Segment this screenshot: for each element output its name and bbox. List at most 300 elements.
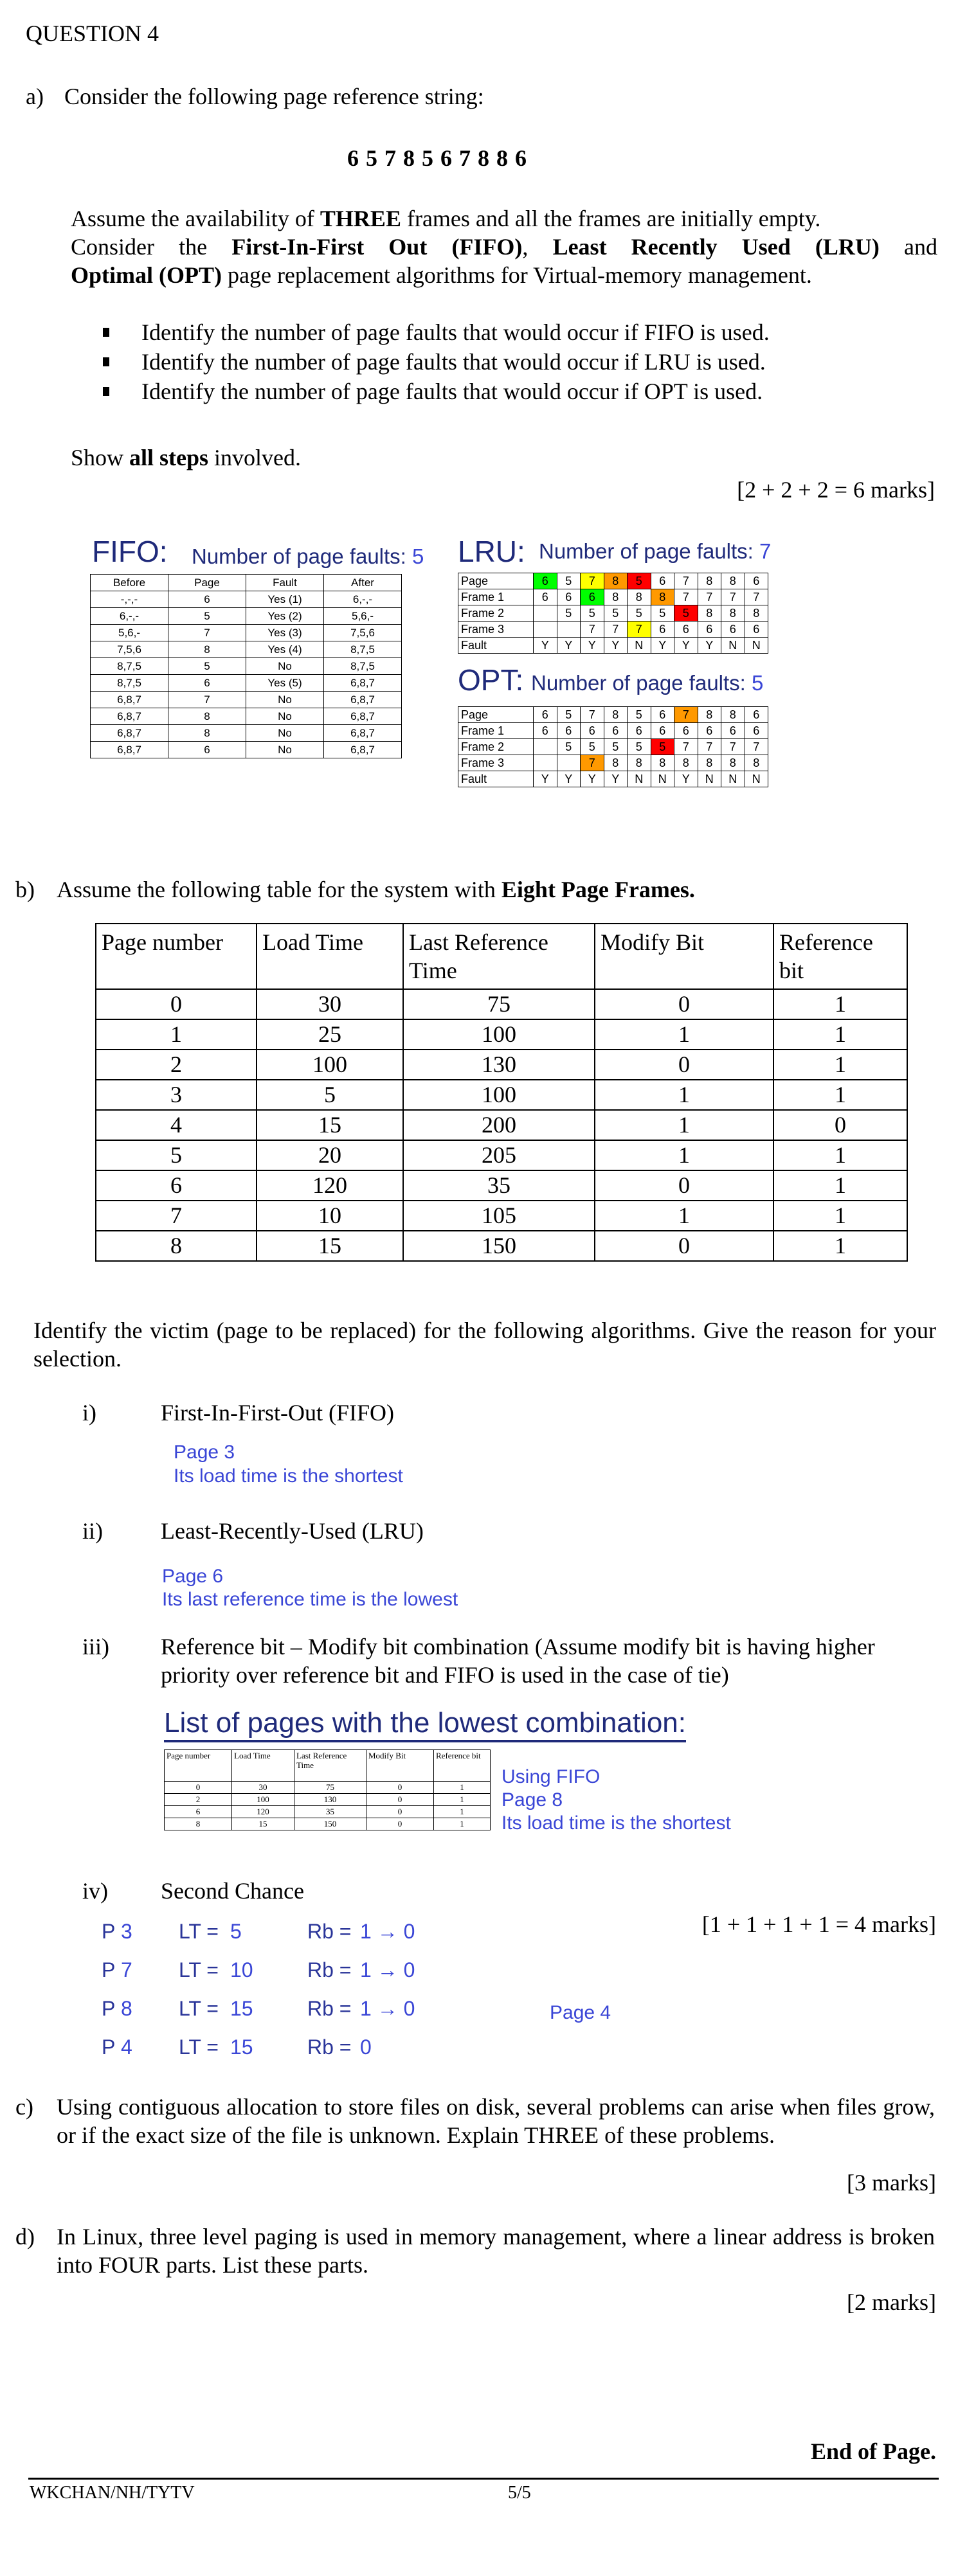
table-cell: 1	[773, 989, 907, 1019]
table-cell: 0	[595, 989, 773, 1019]
table-row	[91, 641, 402, 658]
item-iv-title: Second Chance	[161, 1878, 304, 1904]
grid-cell: 8	[604, 707, 628, 723]
step-p: P	[102, 1997, 116, 2020]
step-p: P	[102, 2035, 116, 2059]
grid-cell: 7	[581, 622, 604, 638]
table-cell: 7	[168, 692, 246, 708]
grid-cell: 8	[651, 755, 674, 771]
table-cell: 6,8,7	[324, 742, 402, 758]
table-cell: 35	[294, 1806, 366, 1818]
grid-cell: Y	[698, 638, 721, 654]
part-a-intro: Consider the following page reference string:	[64, 84, 484, 109]
grid-cell: Y	[604, 638, 628, 654]
table-cell: No	[246, 692, 324, 708]
para-bold-fifo: First-In-First Out (FIFO)	[231, 234, 523, 260]
grid-cell: 7	[581, 755, 604, 771]
step-page: 4	[121, 2035, 132, 2059]
second-chance-step	[102, 1957, 487, 1989]
table-row	[91, 625, 402, 641]
step-page: 3	[121, 1920, 132, 1943]
para-text: Assume the availability of	[71, 206, 320, 231]
grid-cell: Y	[651, 638, 674, 654]
table-cell: 130	[403, 1050, 595, 1080]
table-cell: 6,8,7	[324, 725, 402, 742]
table-row	[96, 1170, 907, 1201]
row-label: Frame 2	[458, 739, 534, 755]
faults-value: 5	[412, 544, 424, 568]
table-cell: 5	[168, 608, 246, 625]
second-chance-step	[102, 2034, 487, 2066]
table-cell: 7,5,6	[324, 625, 402, 641]
step-lt-label: LT =	[179, 1958, 219, 1981]
table-cell: 150	[294, 1818, 366, 1830]
grid-cell: N	[628, 771, 651, 787]
row-label: Fault	[458, 771, 534, 787]
step-rb: 1 → 0	[360, 1958, 415, 1981]
table-row	[96, 1050, 907, 1080]
col-header: Modify Bit	[595, 924, 773, 989]
fifo-table	[90, 574, 402, 758]
table-cell: No	[246, 708, 324, 725]
para-text: Consider the	[71, 234, 232, 260]
table-cell: 105	[403, 1201, 595, 1231]
text: involved.	[208, 445, 302, 470]
table-cell: 8	[168, 708, 246, 725]
part-d-marks: [2 marks]	[847, 2289, 936, 2315]
table-cell: 20	[257, 1140, 403, 1170]
table-cell: 6	[168, 591, 246, 608]
table-cell: 10	[257, 1201, 403, 1231]
table-row	[96, 1080, 907, 1110]
table-cell: 75	[294, 1782, 366, 1794]
grid-cell: 5	[628, 707, 651, 723]
table-cell: 5	[257, 1080, 403, 1110]
table-cell: 3	[96, 1080, 257, 1110]
bullet-square-icon	[103, 387, 109, 396]
table-cell: 6,-,-	[91, 608, 168, 625]
table-cell: 1	[595, 1080, 773, 1110]
table-cell: 6	[96, 1170, 257, 1201]
grid-cell: 8	[604, 755, 628, 771]
row-label: Frame 3	[458, 755, 534, 771]
item-iii-num: iii)	[82, 1634, 109, 1659]
table-cell: 4	[96, 1110, 257, 1140]
table-cell: 2	[165, 1794, 232, 1806]
table-cell: 130	[294, 1794, 366, 1806]
step-rb: 1 → 0	[360, 1997, 415, 2020]
table-cell: 0	[595, 1231, 773, 1261]
table-cell: 5,6,-	[91, 625, 168, 641]
grid-cell: 6	[534, 573, 557, 589]
table-cell: 6,8,7	[324, 675, 402, 692]
para-text: and	[879, 234, 937, 260]
step-rb-label: Rb =	[307, 2035, 352, 2059]
grid-cell	[557, 755, 581, 771]
grid-cell: 8	[628, 755, 651, 771]
table-cell: Yes (4)	[246, 641, 324, 658]
para-text: frames and all the frames are initially empty.	[401, 206, 821, 231]
question-title: QUESTION 4	[26, 21, 159, 46]
table-row	[91, 692, 402, 708]
grid-row	[458, 638, 768, 654]
grid-cell: 5	[674, 605, 698, 622]
opt-title: OPT:	[458, 663, 524, 697]
part-c-label: c)	[15, 2094, 33, 2120]
table-cell: 7	[96, 1201, 257, 1231]
grid-cell	[534, 622, 557, 638]
table-cell: 1	[595, 1110, 773, 1140]
table-cell: 0	[366, 1818, 434, 1830]
grid-cell: 7	[674, 739, 698, 755]
table-cell: 1	[773, 1170, 907, 1201]
step-lt-label: LT =	[179, 1920, 219, 1943]
para-text: page replacement algorithms for Virtual-memory management.	[221, 262, 812, 288]
second-chance-step	[102, 1996, 487, 2028]
part-b-intro	[57, 875, 695, 904]
grid-cell: 8	[721, 605, 745, 622]
grid-cell: N	[745, 638, 768, 654]
table-cell: 0	[366, 1794, 434, 1806]
grid-cell: 6	[651, 573, 674, 589]
table-cell: 1	[434, 1794, 491, 1806]
grid-row	[458, 573, 768, 589]
table-cell: 6,8,7	[91, 692, 168, 708]
step-lt-label: LT =	[179, 1997, 219, 2020]
table-row	[91, 608, 402, 625]
table-row	[165, 1782, 491, 1794]
grid-cell: 7	[628, 622, 651, 638]
item-iii-title: Reference bit – Modify bit combination (Assume modify bit is having higher priority over reference bit and FIFO is used in the case of tie)	[161, 1634, 875, 1688]
table-row	[165, 1806, 491, 1818]
table-cell: 0	[366, 1806, 434, 1818]
grid-row	[458, 723, 768, 739]
table-cell: 150	[403, 1231, 595, 1261]
grid-cell: 8	[698, 573, 721, 589]
grid-cell: 6	[581, 589, 604, 605]
fifo-faults-label	[192, 544, 424, 569]
grid-cell	[557, 622, 581, 638]
table-cell: 1	[773, 1080, 907, 1110]
item-iii-answer: Page 8	[502, 1789, 563, 1811]
table-row	[91, 591, 402, 608]
para-bold-opt: Optimal (OPT)	[71, 262, 222, 288]
col-header: Load Time	[257, 924, 403, 989]
para-text: ,	[522, 234, 553, 260]
lowest-combination-heading: List of pages with the lowest combination:	[164, 1706, 686, 1742]
fifo-title: FIFO:	[92, 535, 168, 568]
grid-cell: 7	[698, 739, 721, 755]
faults-label: Number of page faults:	[539, 539, 754, 563]
grid-cell: 7	[581, 707, 604, 723]
table-cell: 100	[232, 1794, 294, 1806]
table-cell: 25	[257, 1019, 403, 1050]
step-lt: 15	[230, 2035, 253, 2059]
grid-cell: 8	[721, 707, 745, 723]
table-row	[96, 1231, 907, 1261]
text: Assume the following table for the system with	[57, 877, 502, 902]
reference-string: 6 5 7 8 5 6 7 8 8 6	[347, 145, 527, 171]
grid-cell: 8	[721, 755, 745, 771]
table-cell: 0	[773, 1110, 907, 1140]
table-cell: 8	[96, 1231, 257, 1261]
step-rb-label: Rb =	[307, 1958, 352, 1981]
table-cell: 6,8,7	[324, 692, 402, 708]
table-row	[96, 1110, 907, 1140]
col-header: Modify Bit	[366, 1750, 434, 1782]
table-row	[91, 658, 402, 675]
table-row	[165, 1794, 491, 1806]
table-cell: 1	[773, 1050, 907, 1080]
item-i-answer: Page 3	[174, 1442, 235, 1463]
table-row	[91, 675, 402, 692]
table-cell: 8,7,5	[324, 641, 402, 658]
grid-cell: 5	[604, 605, 628, 622]
grid-cell: 8	[674, 755, 698, 771]
table-cell: 8	[165, 1818, 232, 1830]
grid-cell: 6	[745, 707, 768, 723]
page-frames-table	[95, 923, 908, 1262]
table-cell: 30	[232, 1782, 294, 1794]
table-cell: 8,7,5	[324, 658, 402, 675]
bullet-item	[71, 318, 907, 347]
grid-cell: 5	[557, 707, 581, 723]
grid-cell: 7	[674, 589, 698, 605]
table-row	[165, 1818, 491, 1830]
table-cell: 6	[168, 675, 246, 692]
grid-cell: 6	[534, 589, 557, 605]
grid-cell: Y	[557, 771, 581, 787]
row-label: Frame 1	[458, 589, 534, 605]
using-fifo-note: Using FIFO	[502, 1766, 601, 1787]
table-cell: 6	[165, 1806, 232, 1818]
row-label: Page	[458, 573, 534, 589]
grid-cell: 6	[745, 573, 768, 589]
step-page: 8	[121, 1997, 132, 2020]
table-cell: 1	[773, 1019, 907, 1050]
table-cell: 6,8,7	[91, 708, 168, 725]
grid-cell: N	[721, 638, 745, 654]
table-cell: Yes (5)	[246, 675, 324, 692]
para-bold: THREE	[320, 206, 401, 231]
table-row	[96, 989, 907, 1019]
show-steps-text	[71, 443, 301, 472]
footer-page-number: 5/5	[508, 2483, 531, 2503]
footer-divider	[28, 2478, 939, 2480]
grid-cell: Y	[674, 638, 698, 654]
table-cell: No	[246, 658, 324, 675]
grid-cell: 8	[604, 573, 628, 589]
table-cell: 6	[168, 742, 246, 758]
grid-cell: N	[651, 771, 674, 787]
grid-cell: 5	[628, 739, 651, 755]
grid-row	[458, 589, 768, 605]
bullet-text: Identify the number of page faults that would occur if LRU is used.	[141, 349, 766, 375]
second-chance-step	[102, 1919, 487, 1951]
table-cell: 1	[595, 1201, 773, 1231]
col-header: Last Reference Time	[294, 1750, 366, 1782]
grid-cell: 6	[534, 707, 557, 723]
part-a-marks: [2 + 2 + 2 = 6 marks]	[737, 477, 935, 503]
table-cell: 5	[168, 658, 246, 675]
col-header: Reference bit	[434, 1750, 491, 1782]
grid-cell: 5	[651, 605, 674, 622]
part-c-text: Using contiguous allocation to store files on disk, several problems can arise when files grow, or if the exact size of the file is unknown. Explain THREE of these problems.	[57, 2094, 935, 2148]
table-cell: 15	[257, 1231, 403, 1261]
grid-cell: 7	[698, 589, 721, 605]
table-cell: 100	[257, 1050, 403, 1080]
grid-cell: 7	[745, 739, 768, 755]
table-cell: 7,5,6	[91, 641, 168, 658]
table-cell: 6,8,7	[91, 742, 168, 758]
grid-cell: 5	[604, 739, 628, 755]
step-p: P	[102, 1920, 116, 1943]
table-cell: 1	[773, 1140, 907, 1170]
grid-cell: 6	[651, 707, 674, 723]
part-a-paragraph	[71, 204, 937, 289]
grid-cell: 7	[674, 707, 698, 723]
table-cell: 0	[595, 1170, 773, 1201]
grid-cell: N	[698, 771, 721, 787]
table-cell: Yes (2)	[246, 608, 324, 625]
col-header: Page number	[96, 924, 257, 989]
table-cell: 100	[403, 1080, 595, 1110]
table-cell: 100	[403, 1019, 595, 1050]
grid-cell: 7	[674, 573, 698, 589]
table-row	[96, 1019, 907, 1050]
grid-cell: N	[745, 771, 768, 787]
grid-row	[458, 755, 768, 771]
grid-cell: 5	[581, 739, 604, 755]
step-rb: 0	[360, 2035, 372, 2059]
table-cell: 35	[403, 1170, 595, 1201]
grid-row	[458, 622, 768, 638]
part-c-marks: [3 marks]	[847, 2170, 936, 2196]
table-cell: 1	[434, 1806, 491, 1818]
grid-cell: 6	[604, 723, 628, 739]
table-cell: 8	[168, 725, 246, 742]
grid-cell: 6	[698, 622, 721, 638]
grid-cell: 7	[721, 589, 745, 605]
faults-value: 5	[752, 671, 764, 695]
item-i-title: First-In-First-Out (FIFO)	[161, 1400, 395, 1426]
grid-cell: 6	[721, 723, 745, 739]
table-cell: Yes (1)	[246, 591, 324, 608]
grid-cell: Y	[534, 638, 557, 654]
table-cell: 8,7,5	[91, 658, 168, 675]
item-i-num: i)	[82, 1400, 96, 1426]
table-cell: 120	[257, 1170, 403, 1201]
table-row	[91, 742, 402, 758]
grid-cell: 5	[557, 739, 581, 755]
grid-cell: 6	[557, 723, 581, 739]
bullet-square-icon	[103, 328, 109, 337]
grid-cell: 6	[651, 622, 674, 638]
table-row	[91, 725, 402, 742]
grid-cell: Y	[581, 638, 604, 654]
col-header: Page number	[165, 1750, 232, 1782]
step-rb-label: Rb =	[307, 1997, 352, 2020]
grid-cell: 7	[745, 589, 768, 605]
text-bold: Eight Page Frames.	[501, 877, 695, 902]
step-lt: 5	[230, 1920, 242, 1943]
grid-cell: 6	[698, 723, 721, 739]
lru-faults-label	[539, 539, 771, 564]
table-cell: 15	[232, 1818, 294, 1830]
item-ii-title: Least-Recently-Used (LRU)	[161, 1518, 424, 1544]
col-header: Last Reference Time	[403, 924, 595, 989]
item-i-reason: Its load time is the shortest	[174, 1465, 403, 1487]
step-rb: 1 → 0	[360, 1920, 415, 1943]
grid-cell: 5	[651, 739, 674, 755]
row-label: Frame 3	[458, 622, 534, 638]
faults-label: Number of page faults:	[192, 544, 406, 568]
table-cell: 0	[366, 1782, 434, 1794]
row-label: Frame 2	[458, 605, 534, 622]
table-cell: 200	[403, 1110, 595, 1140]
row-label: Frame 1	[458, 723, 534, 739]
table-cell: 8	[168, 641, 246, 658]
footer-left: WKCHAN/NH/TYTV	[30, 2483, 195, 2503]
item-iv-num: iv)	[82, 1878, 108, 1904]
lru-title: LRU:	[458, 535, 525, 568]
bullet-square-icon	[103, 357, 109, 366]
grid-cell: 8	[698, 755, 721, 771]
bullet-item	[71, 347, 907, 377]
step-page: 7	[121, 1958, 132, 1981]
opt-table	[458, 706, 768, 787]
grid-cell: 7	[721, 739, 745, 755]
table-cell: 7	[168, 625, 246, 641]
opt-faults-label	[531, 670, 763, 696]
grid-cell	[534, 739, 557, 755]
bullet-list	[71, 318, 907, 406]
bullet-text: Identify the number of page faults that would occur if OPT is used.	[141, 379, 763, 404]
grid-cell: 5	[628, 573, 651, 589]
end-of-page: End of Page.	[810, 2438, 936, 2464]
faults-label: Number of page faults:	[531, 671, 746, 695]
grid-cell: 8	[745, 605, 768, 622]
item-iv-answer: Page 4	[550, 2002, 611, 2023]
table-cell: 1	[773, 1201, 907, 1231]
table-cell: Yes (3)	[246, 625, 324, 641]
grid-row	[458, 605, 768, 622]
grid-cell: 6	[581, 723, 604, 739]
table-cell: 5	[96, 1140, 257, 1170]
lru-table	[458, 573, 768, 654]
table-cell: 6,8,7	[324, 708, 402, 725]
part-b-label: b)	[15, 877, 35, 902]
grid-cell: 7	[581, 573, 604, 589]
table-cell: 1	[595, 1019, 773, 1050]
step-rb-label: Rb =	[307, 1920, 352, 1943]
table-cell: No	[246, 742, 324, 758]
grid-cell: 5	[628, 605, 651, 622]
row-label: Fault	[458, 638, 534, 654]
grid-cell: Y	[604, 771, 628, 787]
table-cell: No	[246, 725, 324, 742]
part-d-text: In Linux, three level paging is used in memory management, where a linear address is broken into FOUR parts. List these parts.	[57, 2224, 935, 2278]
grid-cell: 8	[651, 589, 674, 605]
step-lt-label: LT =	[179, 2035, 219, 2059]
grid-cell: 7	[604, 622, 628, 638]
grid-row	[458, 739, 768, 755]
grid-cell: 8	[745, 755, 768, 771]
table-cell: 0	[96, 989, 257, 1019]
table-cell: 8,7,5	[91, 675, 168, 692]
grid-cell: Y	[557, 638, 581, 654]
grid-cell: 6	[721, 622, 745, 638]
